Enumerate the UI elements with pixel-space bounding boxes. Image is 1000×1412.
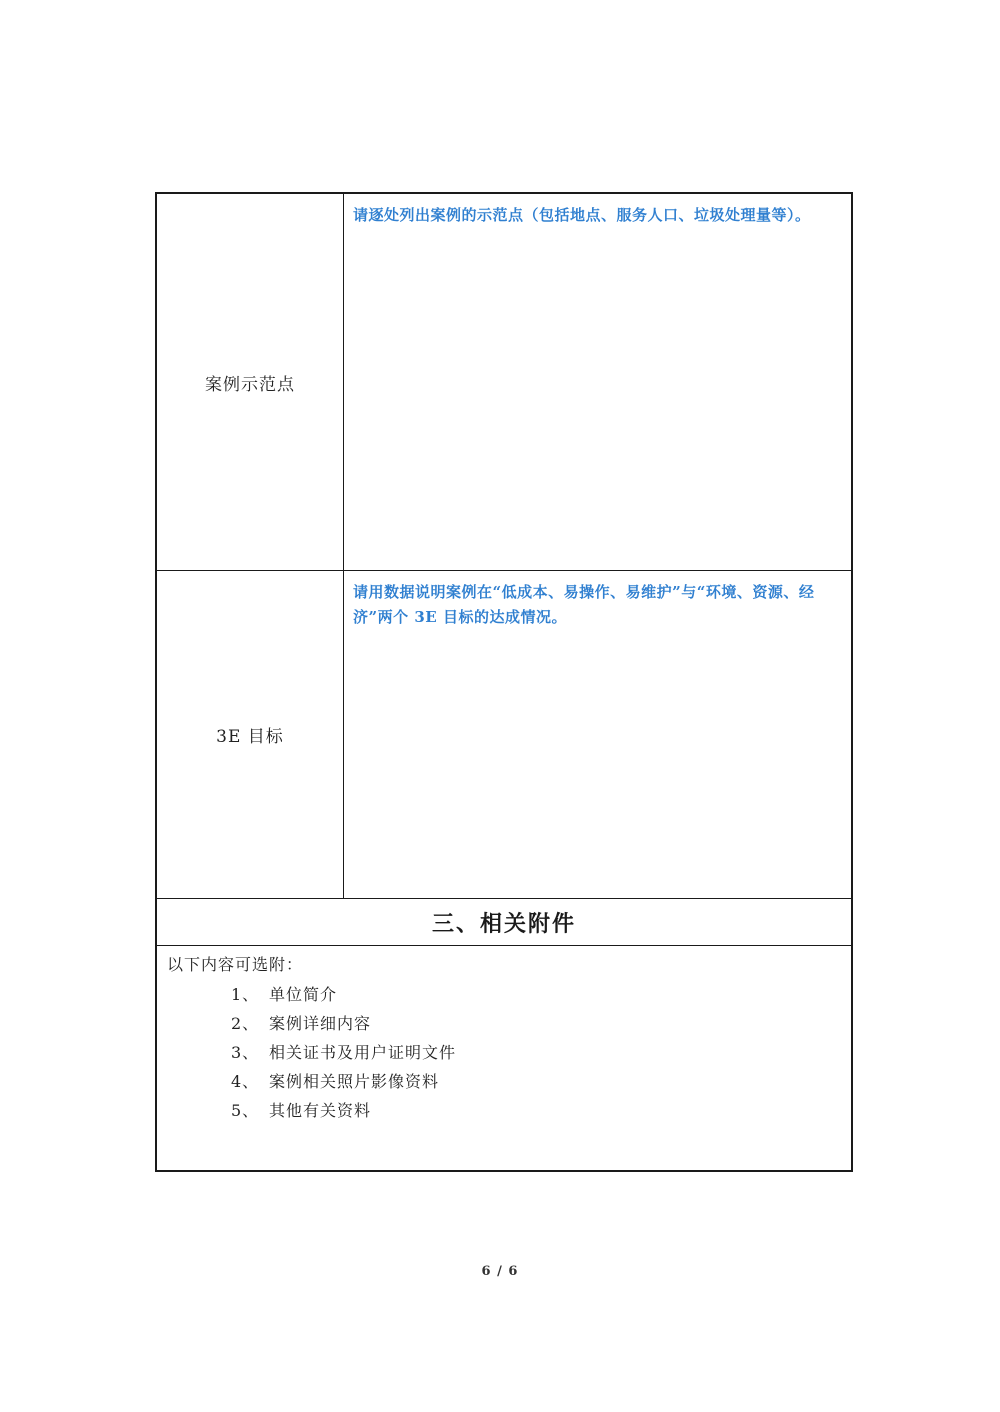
goal-3e-hint: 请用数据说明案例在“低成本、易操作、易维护”与“环境、资源、经济”两个 3E 目标的达成情况。 (353, 583, 815, 626)
page-number: 6 / 6 (481, 1264, 519, 1279)
demo-point-label: 案例示范点 (157, 194, 344, 570)
list-item-number: 2、 (231, 1014, 260, 1033)
attachments-section-title: 三、相关附件 (431, 910, 576, 937)
goal-3e-row (157, 571, 851, 899)
demo-point-row (157, 194, 851, 571)
demo-point-content-cell[interactable] (343, 194, 851, 570)
list-item-text: 其他有关资料 (269, 1101, 372, 1120)
attachments-list (231, 980, 456, 1125)
demo-point-hint: 请逐处列出案例的示范点（包括地点、服务人口、垃圾处理量等）。 (353, 206, 811, 224)
list-item-number: 1、 (231, 985, 260, 1004)
list-item (231, 1009, 456, 1038)
list-item (231, 1096, 456, 1125)
list-item-text: 案例详细内容 (269, 1014, 372, 1033)
list-item-text: 相关证书及用户证明文件 (269, 1043, 457, 1062)
attachments-list-row (157, 946, 851, 1170)
attachments-intro: 以下内容可选附： (167, 955, 304, 974)
list-item (231, 1067, 456, 1096)
goal-3e-label: 3E 目标 (157, 571, 344, 898)
list-item-text: 案例相关照片影像资料 (269, 1072, 440, 1091)
list-item (231, 1038, 456, 1067)
list-item-text: 单位简介 (269, 985, 338, 1004)
list-item-number: 3、 (231, 1043, 260, 1062)
list-item (231, 980, 456, 1009)
attachments-header-row (157, 899, 851, 946)
list-item-number: 4、 (231, 1072, 260, 1091)
application-form-table (155, 192, 853, 1172)
list-item-number: 5、 (231, 1101, 260, 1120)
goal-3e-content-cell[interactable] (343, 571, 851, 898)
